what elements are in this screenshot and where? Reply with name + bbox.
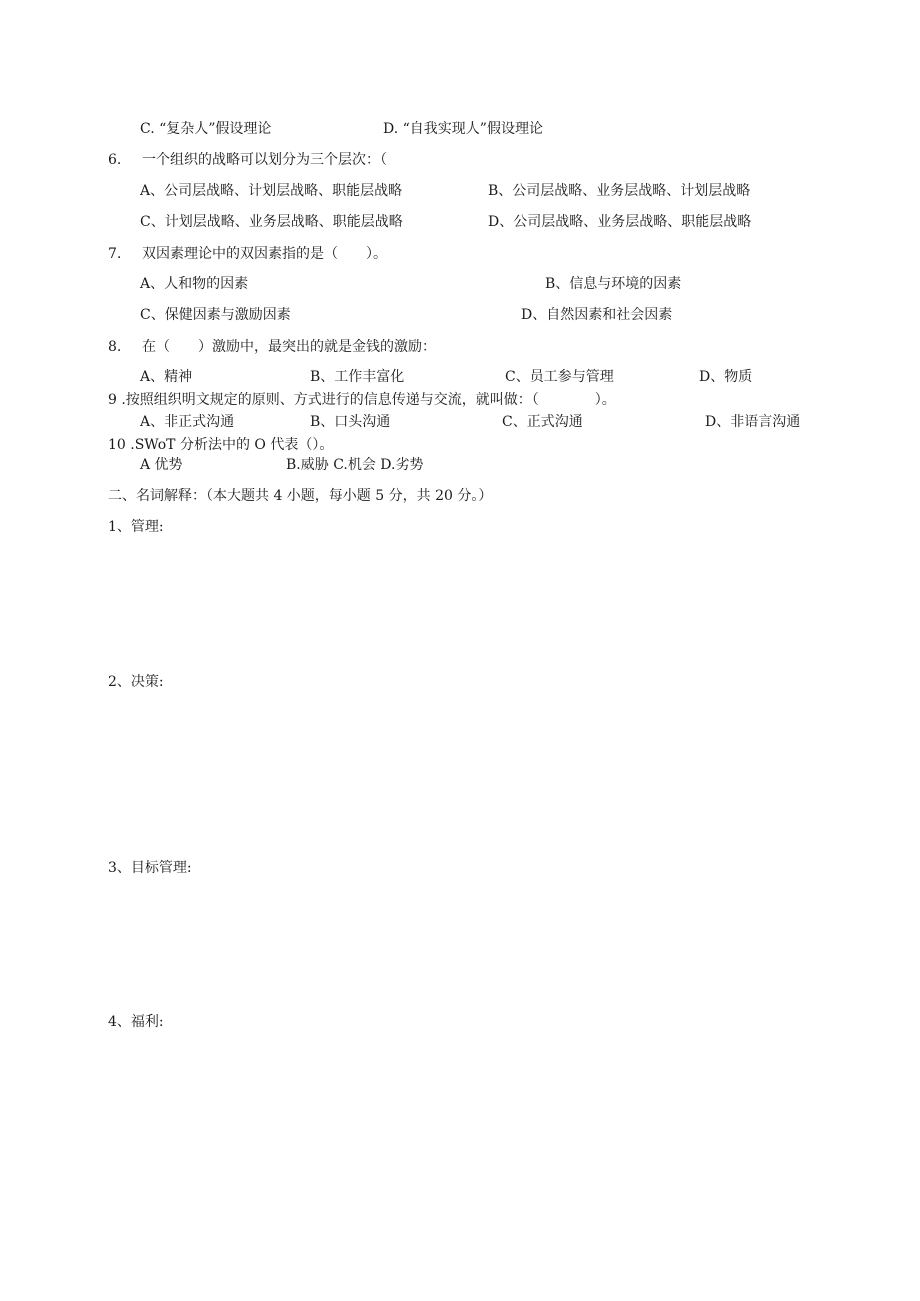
q7-option-a: A、人和物的因素 [140,276,249,292]
q7-stem: 双因素理论中的双因素指的是（ ）。 [142,246,387,262]
q9-option-a: A、非正式沟通 [140,414,235,430]
q8-option-b: B、工作丰富化 [310,369,405,385]
q7-option-b: B、信息与环境的因素 [545,276,682,292]
term-item-objective-management: 3、目标管理: [108,860,192,876]
q10-options-bcd: B.威胁 C.机会 D.劣势 [286,457,424,473]
q8-option-c: C、员工参与管理 [505,369,614,385]
q6-stem: 一个组织的战略可以划分为三个层次：（ [142,152,387,168]
q6-option-d: D、公司层战略、业务层战略、职能层战略 [488,214,752,230]
q7-number: 7. [108,246,122,262]
q6-option-b: B、公司层战略、业务层战略、计划层战略 [488,183,751,199]
q9-option-d: D、非语言沟通 [705,414,801,430]
q9-stem: 9 .按照组织明文规定的原则、方式进行的信息传递与交流，就叫做：（ ）。 [108,392,616,408]
section2-heading: 二、名词解释：（本大题共 4 小题，每小题 5 分，共 20 分。） [108,488,493,504]
q8-option-a: A、精神 [140,369,193,385]
q10-stem: 10 .SWoT 分析法中的 O 代表（）。 [108,437,334,453]
q6-number: 6. [108,152,122,168]
q7-option-d: D、自然因素和社会因素 [521,307,673,323]
q10-option-a: A 优势 [140,457,183,473]
q7-option-c: C、保健因素与激励因素 [140,307,291,323]
q8-stem: 在（ ）激励中，最突出的就是金钱的激励： [142,339,436,355]
term-item-decision: 2、决策: [108,674,164,690]
term-item-management: 1、管理: [108,519,164,535]
q8-option-d: D、物质 [699,369,753,385]
q9-option-b: B、口头沟通 [310,414,391,430]
q5-option-d: D. “自我实现人”假设理论 [383,121,543,137]
q8-number: 8. [108,339,122,355]
q6-option-c: C、计划层战略、业务层战略、职能层战略 [140,214,403,230]
q6-option-a: A、公司层战略、计划层战略、职能层战略 [140,183,403,199]
q5-option-c: C. “复杂人”假设理论 [140,121,272,137]
term-item-welfare: 4、福利: [108,1014,164,1030]
q9-option-c: C、正式沟通 [502,414,583,430]
